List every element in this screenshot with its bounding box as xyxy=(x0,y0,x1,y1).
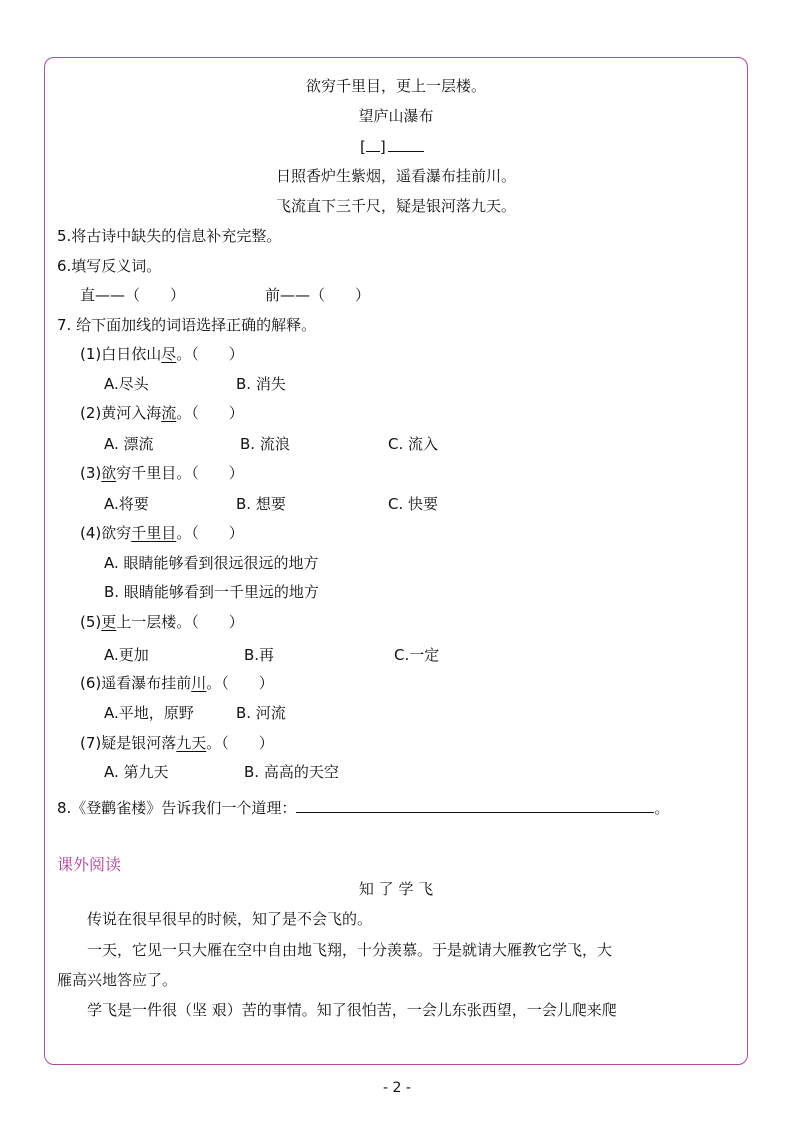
q7-1-option-a: A.尽头 xyxy=(104,375,149,393)
reading-paragraph-3: 学飞是一件很（坚 艰）苦的事情。知了很怕苦，一会儿东张西望，一会儿爬来爬 xyxy=(87,1001,617,1019)
antonym-item-1[interactable]: 直——（ ） xyxy=(80,286,186,304)
q7-3-option-c: C. 快要 xyxy=(388,495,439,513)
q7-2-option-c: C. 流入 xyxy=(388,435,439,453)
reading-paragraph-1: 传说在很早很早的时候，知了是不会飞的。 xyxy=(87,910,373,928)
q7-2-option-b: B. 流浪 xyxy=(240,435,290,453)
q7-2-option-a: A. 漂流 xyxy=(104,435,154,453)
q7-6-option-b: B. 河流 xyxy=(236,704,286,722)
poem1-last-line: 欲穷千里目，更上一层楼。 xyxy=(305,77,486,95)
q7-item-3[interactable]: (3)欲穷千里目。（ ） xyxy=(80,464,244,482)
q7-7-option-a: A. 第九天 xyxy=(104,763,169,781)
poem2-author-blank[interactable] xyxy=(360,136,424,157)
q7-3-option-b: B. 想要 xyxy=(236,495,286,513)
section-title: 课外阅读 xyxy=(57,855,122,874)
question-8[interactable]: 8.《登鹳雀楼》告诉我们一个道理： 。 xyxy=(57,799,670,817)
q7-5-option-b: B.再 xyxy=(244,646,275,664)
q7-item-7[interactable]: (7)疑是银河落九天。（ ） xyxy=(80,734,274,752)
q7-item-2[interactable]: (2)黄河入海流。（ ） xyxy=(80,404,244,422)
q7-5-option-c: C.一定 xyxy=(394,646,440,664)
question-6-title: 6.填写反义词。 xyxy=(57,257,162,275)
q7-1-option-b: B. 消失 xyxy=(236,375,286,393)
antonym-item-2[interactable]: 前——（ ） xyxy=(265,286,371,304)
poem2-title: 望庐山瀑布 xyxy=(358,107,434,125)
q7-3-option-a: A.将要 xyxy=(104,495,149,513)
answer-line[interactable] xyxy=(296,797,654,813)
q7-7-option-b: B. 高高的天空 xyxy=(244,763,339,781)
question-7-title: 7. 给下面加线的词语选择正确的解释。 xyxy=(57,316,317,334)
q7-4-option-a: A. 眼睛能够看到很远很远的地方 xyxy=(104,554,319,572)
poem2-line2: 飞流直下三千尺，疑是银河落九天。 xyxy=(275,197,516,215)
reading-paragraph-2a: 一天，它见一只大雁在空中自由地飞翔，十分羡慕。于是就请大雁教它学飞，大 xyxy=(87,941,613,959)
poem2-line1: 日照香炉生紫烟，遥看瀑布挂前川。 xyxy=(275,167,516,185)
author-bracket-left: [ xyxy=(360,138,366,156)
page-number: - 2 - xyxy=(383,1080,411,1096)
q7-item-4[interactable]: (4)欲穷千里目。（ ） xyxy=(80,524,244,542)
q7-item-5[interactable]: (5)更上一层楼。（ ） xyxy=(80,613,244,631)
q7-item-6[interactable]: (6)遥看瀑布挂前川。（ ） xyxy=(80,674,274,692)
author-bracket-right: ] xyxy=(379,138,386,156)
question-5: 5.将古诗中缺失的信息补充完整。 xyxy=(57,227,282,245)
reading-title: 知 了 学 飞 xyxy=(358,880,434,898)
q7-4-option-b: B. 眼睛能够看到一千里远的地方 xyxy=(104,583,319,601)
reading-paragraph-2b: 雁高兴地答应了。 xyxy=(57,971,178,989)
q7-item-1[interactable]: (1)白日依山尽。（ ） xyxy=(80,345,244,363)
q7-5-option-a: A.更加 xyxy=(104,646,149,664)
q7-6-option-a: A.平地，原野 xyxy=(104,704,194,722)
